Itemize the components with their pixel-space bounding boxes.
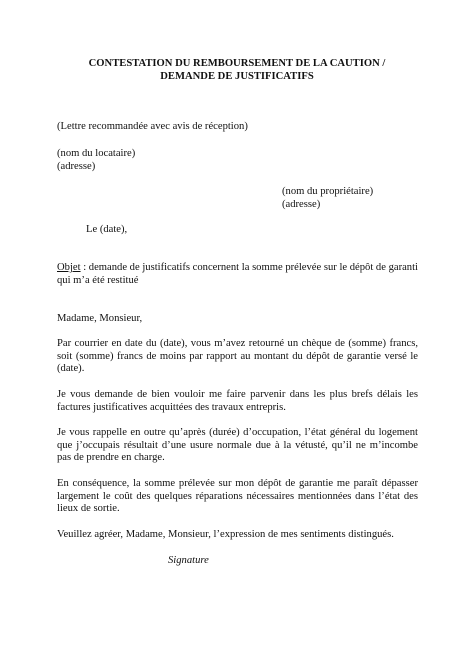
recipient-address: (adresse)	[282, 199, 321, 210]
recipient-name: (nom du propriétaire)	[282, 186, 374, 197]
subject-label: Objet	[57, 262, 81, 273]
sender-address: (adresse)	[57, 161, 96, 172]
document-title	[40, 58, 434, 84]
title-line-1: CONTESTATION DU REMBOURSEMENT DE LA CAUTION /	[88, 58, 386, 69]
subject-paragraph	[57, 262, 418, 287]
body-paragraph-1: Par courrier en date du (date), vous m’avez retourné un chèque de (somme) francs, soit (somme) francs de moins par rapport au montant du dépôt de garantie versé le (date).	[57, 338, 418, 375]
signature: Signature	[168, 555, 209, 566]
body-paragraph-2: Je vous demande de bien vouloir me faire parvenir dans les plus brefs délais les factures justificatives acquittées des travaux entrepris.	[57, 389, 418, 413]
sender-name: (nom du locataire)	[57, 148, 136, 159]
body-paragraph-3: Je vous rappelle en outre qu’après (durée) d’occupation, l’état général du logement que j’occupais résultait d’une usure normale due à la vétusté, qu’il ne m’incombe pas de prendre en charge.	[57, 427, 418, 464]
date-line: Le (date),	[86, 224, 128, 235]
closing-formula: Veuillez agréer, Madame, Monsieur, l’expression de mes sentiments distingués.	[57, 529, 394, 540]
registered-mail-note: (Lettre recommandée avec avis de réception)	[57, 121, 248, 132]
title-line-2: DEMANDE DE JUSTIFICATIFS	[160, 70, 314, 82]
subject-text: : demande de justificatifs concernent la somme prélevée sur le dépôt de garanti qui m’a été restitué	[57, 262, 418, 286]
salutation: Madame, Monsieur,	[57, 313, 143, 324]
body-paragraph-4: En conséquence, la somme prélevée sur mon dépôt de garantie me paraît dépasser largement le coût des quelques réparations nécessaires mentionnées dans l’état des lieux de sortie.	[57, 478, 418, 515]
